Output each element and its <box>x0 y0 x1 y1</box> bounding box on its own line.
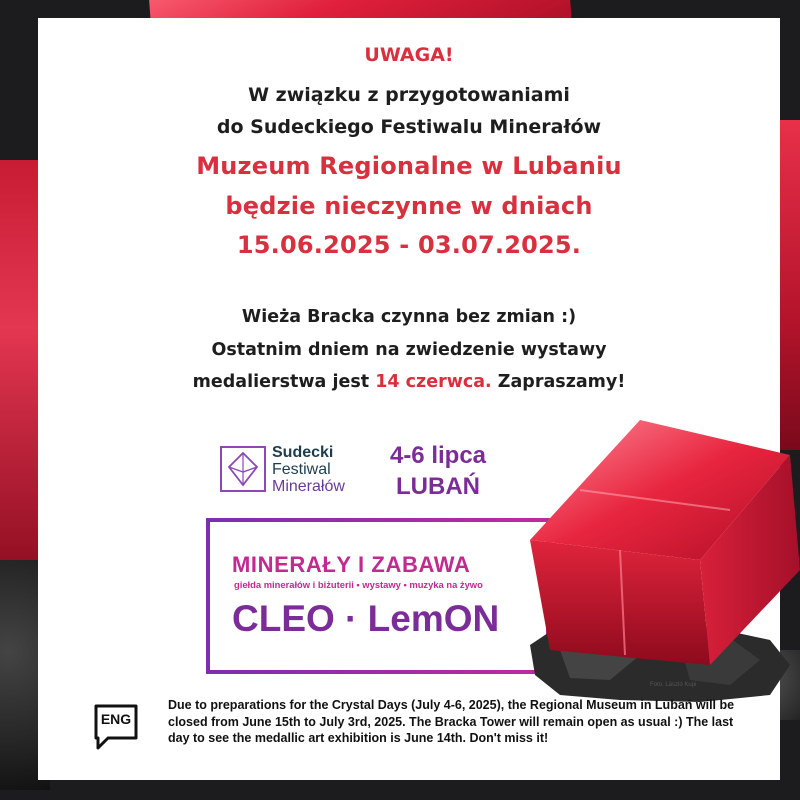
last-day-date: 14 czerwca. <box>375 372 492 392</box>
banner-subtitle: giełda minerałów i biżuterii • wystawy • muzyka na żywo <box>234 579 483 590</box>
festival-date-place <box>386 440 490 502</box>
festival-logo-line-2: Festiwal <box>272 461 331 478</box>
notice-exhibition-line: Ostatnim dniem na zwiedzenie wystawy <box>211 340 607 360</box>
festival-date: 4-6 lipca <box>389 442 487 469</box>
notice-dates: 15.06.2025 - 03.07.2025. <box>236 231 582 259</box>
notice-line-2: do Sudeckiego Festiwalu Minerałów <box>216 116 602 138</box>
notice-museum-name: Muzeum Regionalne w Lubaniu <box>196 152 622 180</box>
notice-tower-line: Wieża Bracka czynna bez zmian :) <box>241 307 577 327</box>
festival-logo-line-3: Minerałów <box>272 478 345 495</box>
speech-bubble-icon <box>92 702 140 752</box>
crystal-image <box>500 410 800 710</box>
event-banner <box>206 518 550 674</box>
festival-logo-line-1: Sudecki <box>272 444 334 461</box>
banner-acts: CLEO · LemON <box>232 598 500 639</box>
notice-last-day-line <box>0 372 800 392</box>
festival-logo-icon <box>220 446 266 492</box>
festival-place: LUBAŃ <box>396 473 480 500</box>
last-day-text-a: medalierstwa jest <box>192 372 376 392</box>
eng-label: ENG <box>100 711 132 727</box>
notice-closed-line: będzie nieczynne w dniach <box>225 192 593 220</box>
banner-title: MINERAŁY I ZABAWA <box>232 552 471 577</box>
notice-heading: UWAGA! <box>364 44 454 66</box>
photo-credit: Foto. László Kupi <box>650 682 697 688</box>
last-day-text-c: Zapraszamy! <box>491 372 626 392</box>
notice-line-1: W związku z przygotowaniami <box>248 84 570 106</box>
eng-notice-text: Due to preparations for the Crystal Days (July 4-6, 2025), the Regional Museum in Lubań will be closed from June 15th to July 3rd, 2025. The Bracka Tower will remain open as usual :) The last day to see the medallic art exhibition is June 14th. Don't miss it! <box>168 698 735 745</box>
festival-logo-text <box>272 444 345 495</box>
